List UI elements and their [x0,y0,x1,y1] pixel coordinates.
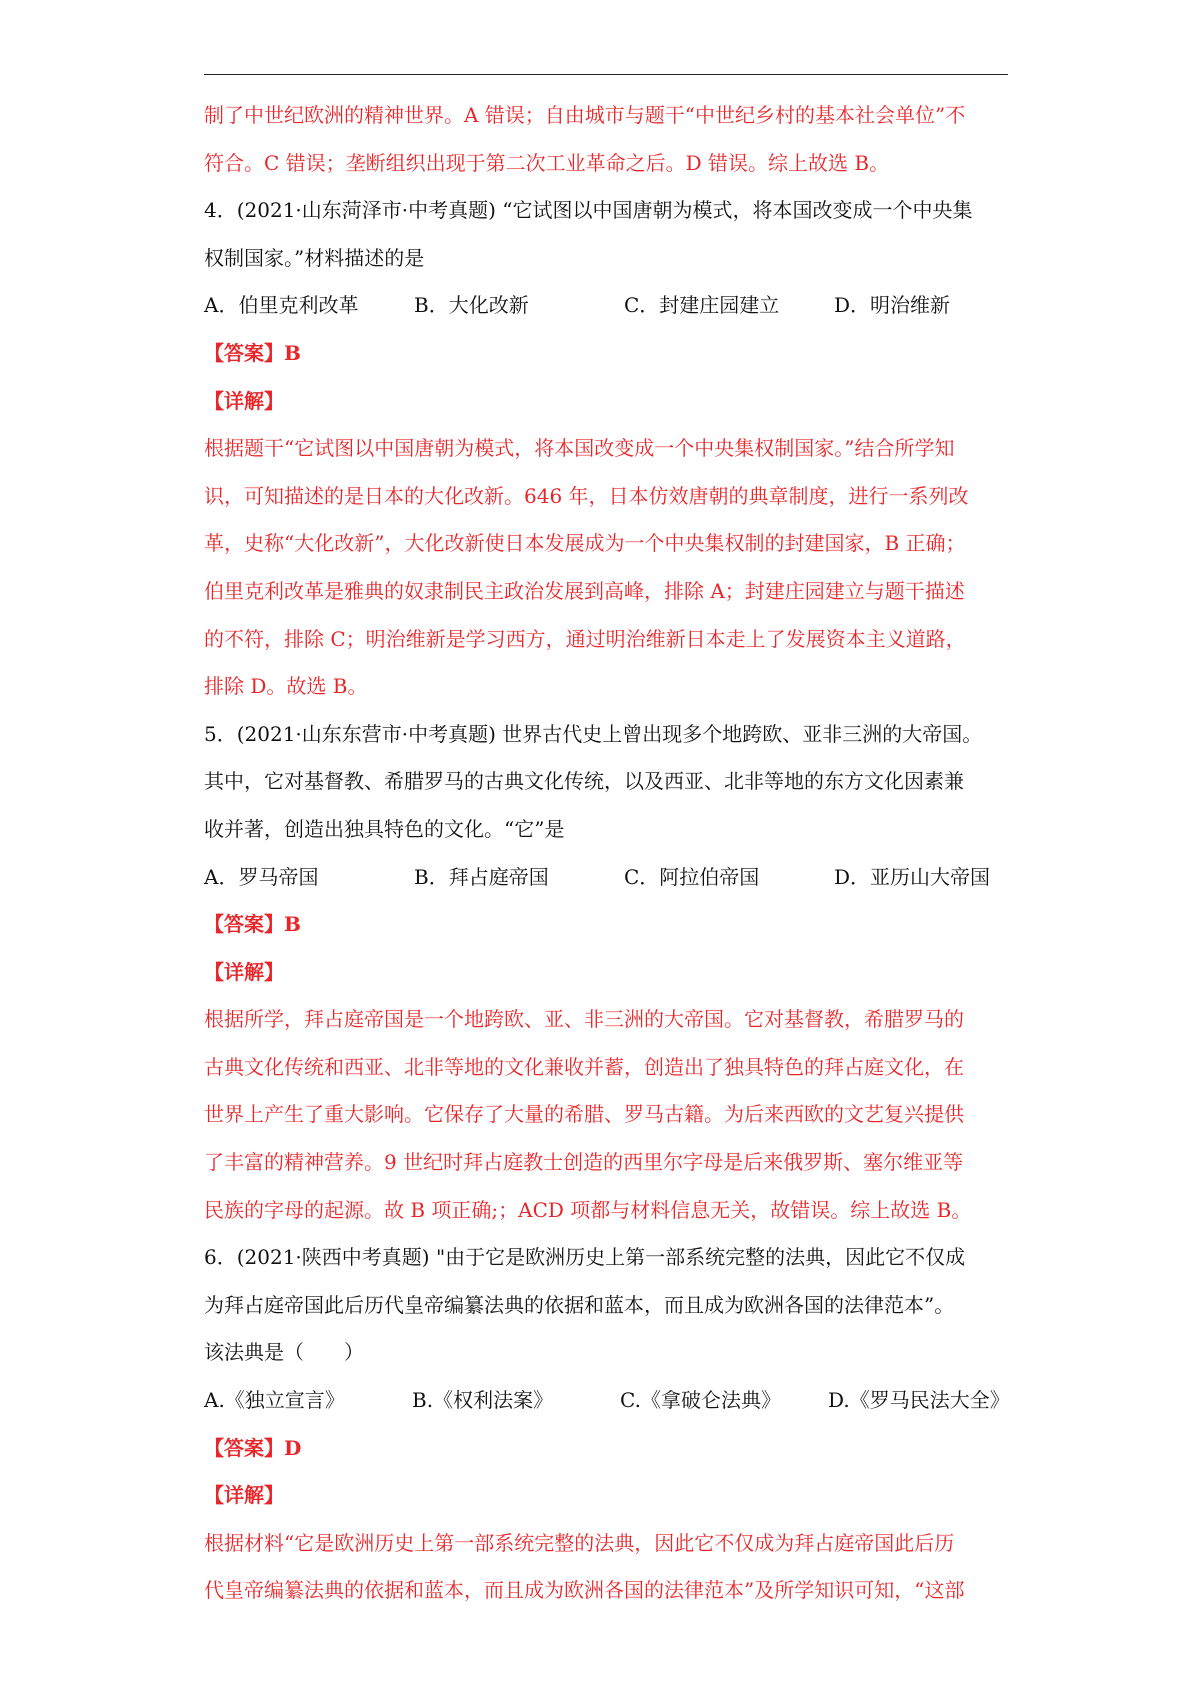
option-b: B．拜占庭帝国 [414,864,549,889]
question-6 [204,1234,1008,1615]
option-c: C.《拿破仑法典》 [620,1388,781,1413]
text-line: 了丰富的精神营养。9 世纪时拜占庭教士创造的西里尔字母是后来俄罗斯、塞尔维亚等 [204,1150,964,1175]
question-stem-line: 为拜占庭帝国此后历代皇帝编纂法典的依据和蓝本，而且成为欧洲各国的法律范本”。 [204,1292,955,1317]
answer-label: 【答案】B [204,912,301,937]
page-content [204,92,1008,1615]
option-d: D．明治维新 [834,293,951,318]
text-line: 根据题干“它试图以中国唐朝为模式，将本国改变成一个中央集权制国家。”结合所学知 [204,436,955,461]
answer-label: 【答案】D [204,1435,302,1460]
detail-label: 【详解】 [204,388,284,413]
text-line: 革，史称“大化改新”，大化改新使日本发展成为一个中央集权制的封建国家，B 正确； [204,531,966,556]
question-5 [204,711,1008,1235]
option-a: A．伯里克利改革 [204,293,359,318]
option-a: A．罗马帝国 [204,864,319,889]
text-line: 符合。C 错误；垄断组织出现于第二次工业革命之后。D 错误。综上故选 B。 [204,150,890,175]
text-line: 的不符，排除 C；明治维新是学习西方，通过明治维新日本走上了发展资本主义道路， [204,626,966,651]
question-stem-line: 6．(2021·陕西中考真题) "由于它是欧洲历史上第一部系统完整的法典，因此它不仅成 [204,1245,966,1270]
option-c: C．阿拉伯帝国 [624,864,760,889]
question-stem-line: 收并著，创造出独具特色的文化。“它”是 [204,816,565,841]
question-stem-line: 权制国家。”材料描述的是 [204,245,425,270]
option-b: B．大化改新 [414,293,529,318]
text-line: 排除 D。故选 B。 [204,674,368,699]
question-stem-line: 其中，它对基督教、希腊罗马的古典文化传统，以及西亚、北非等地的东方文化因素兼 [204,769,964,794]
answer-label: 【答案】B [204,340,301,365]
explanation [204,1520,1008,1615]
text-line: 世界上产生了重大影响。它保存了大量的希腊、罗马古籍。为后来西欧的文艺复兴提供 [204,1102,964,1127]
option-a: A.《独立宣言》 [204,1388,345,1413]
question-stem-line: 该法典是（ ） [204,1340,364,1365]
question-4 [204,187,1008,711]
options-row [204,1377,1008,1425]
explanation [204,996,1008,1234]
text-line: 民族的字母的起源。故 B 项正确;；ACD 项都与材料信息无关，故错误。综上故选 B。 [204,1197,972,1222]
detail-label: 【详解】 [204,959,284,984]
text-line: 代皇帝编纂法典的依据和蓝本，而且成为欧洲各国的法律范本”及所学知识可知，“这部 [204,1578,965,1603]
question-stem-line: 5．(2021·山东东营市·中考真题) 世界古代史上曾出现多个地跨欧、亚非三洲的大帝国。 [204,721,983,746]
detail-label: 【详解】 [204,1483,284,1508]
options-row [204,854,1008,902]
option-d: D．亚历山大帝国 [834,864,991,889]
text-line: 根据所学，拜占庭帝国是一个地跨欧、亚、非三洲的大帝国。它对基督教，希腊罗马的 [204,1007,964,1032]
text-line: 古典文化传统和西亚、北非等地的文化兼收并蓄，创造出了独具特色的拜占庭文化，在 [204,1054,964,1079]
option-d: D.《罗马民法大全》 [828,1388,1010,1413]
question-stem-line: 4．(2021·山东菏泽市·中考真题) “它试图以中国唐朝为模式，将本国改变成一个中央集 [204,198,973,223]
options-row [204,282,1008,330]
text-line: 识，可知描述的是日本的大化改新。646 年，日本仿效唐朝的典章制度，进行一系列改 [204,483,969,508]
text-line: 伯里克利改革是雅典的奴隶制民主政治发展到高峰，排除 A；封建庄园建立与题干描述 [204,578,965,603]
text-line: 制了中世纪欧洲的精神世界。A 错误；自由城市与题干“中世纪乡村的基本社会单位”不 [204,103,966,127]
option-c: C．封建庄园建立 [624,293,780,318]
header-rule [204,74,1008,75]
text-line: 根据材料“它是欧洲历史上第一部系统完整的法典，因此它不仅成为拜占庭帝国此后历 [204,1530,955,1555]
prev-explanation [204,92,1008,187]
explanation [204,425,1008,711]
option-b: B.《权利法案》 [412,1388,554,1413]
